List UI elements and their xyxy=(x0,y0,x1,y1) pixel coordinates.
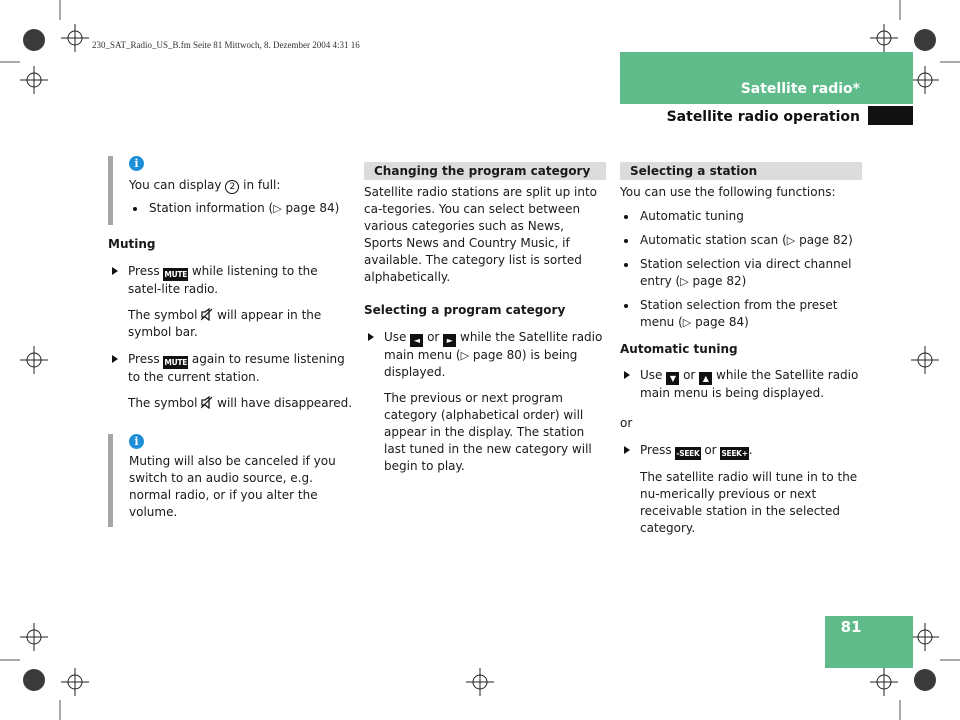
step-arrow-icon xyxy=(368,333,374,341)
page-ref-icon: ▷ xyxy=(682,316,692,329)
section-intro: Satellite radio stations are split up into ca-tegories. You can select between various categories such as News, Sports News and Country Music, if available. The category list is sorted alphabetically. xyxy=(364,185,598,284)
page-ref-icon: ▷ xyxy=(460,349,470,362)
bullet-icon xyxy=(624,239,628,243)
section-heading-station: Selecting a station xyxy=(620,162,862,180)
circle-number-icon: 2 xyxy=(225,180,239,194)
bullet-icon xyxy=(133,207,137,211)
bullet-text: page 82) xyxy=(799,233,853,247)
right-key-icon: ► xyxy=(443,334,456,347)
note-text: in full: xyxy=(243,178,281,192)
info-icon: i xyxy=(129,434,144,449)
list-item xyxy=(620,208,862,225)
step-result: The previous or next program category (alphabetical order) will appear in the display. The station last tuned in the new category will begin to play. xyxy=(384,391,592,473)
note-text: Muting will also be canceled if you switch to an audio source, e.g. normal radio, or if you alter the volume. xyxy=(129,454,336,519)
bullet-text: Station selection via direct channel entry ( xyxy=(640,257,852,288)
list-item xyxy=(620,297,862,331)
step-text: while the Satellite radio main menu is being displayed. xyxy=(640,368,859,400)
note-text: You can display xyxy=(129,178,222,192)
page-ref-icon: ▷ xyxy=(680,275,689,288)
info-note-display xyxy=(108,156,353,225)
mute-key-icon: MUTE xyxy=(164,270,188,279)
column-middle xyxy=(364,162,606,475)
step-text: Press xyxy=(128,352,160,366)
page-ref-icon: ▷ xyxy=(786,234,796,247)
or-separator: or xyxy=(620,416,633,430)
bullet-icon xyxy=(624,304,628,308)
step-arrow-icon xyxy=(624,371,630,379)
list-item xyxy=(620,232,862,249)
bullet-text: Station selection from the preset menu ( xyxy=(640,298,838,329)
column-left xyxy=(108,156,353,527)
bullet-icon xyxy=(624,263,628,267)
bullet-text: Station information ( xyxy=(149,201,274,215)
header-section-title: Satellite radio* xyxy=(740,81,860,97)
step-text: or xyxy=(704,443,717,457)
page-number: 81 xyxy=(840,618,862,636)
info-note-muting xyxy=(108,434,353,527)
result-text: will have disappeared. xyxy=(217,396,353,410)
step-arrow-icon xyxy=(112,267,118,275)
muting-title: Muting xyxy=(108,237,156,251)
step-arrow-icon xyxy=(112,355,118,363)
info-icon: i xyxy=(129,156,144,171)
result-text: The symbol xyxy=(128,396,198,410)
step-text: Press xyxy=(128,264,160,278)
list-item xyxy=(129,200,353,217)
instruction-step xyxy=(620,442,862,460)
seek-plus-key-icon: SEEK+ xyxy=(721,449,748,458)
step-result xyxy=(108,395,353,412)
step-text: Use xyxy=(384,330,407,344)
step-text: while the Satellite radio main menu ( xyxy=(384,330,603,362)
step-text: . xyxy=(748,443,753,457)
step-result xyxy=(108,307,353,341)
instruction-step xyxy=(108,351,353,386)
instruction-step xyxy=(364,329,606,381)
section-intro: You can use the following functions: xyxy=(620,185,836,199)
left-key-icon: ◄ xyxy=(410,334,423,347)
bullet-text: page 82) xyxy=(692,274,747,288)
step-text: or xyxy=(427,330,440,344)
mute-symbol-icon xyxy=(201,308,213,321)
column-right xyxy=(620,162,862,537)
bullet-text: page 84) xyxy=(285,201,340,215)
bullet-text: Automatic station scan ( xyxy=(640,233,787,247)
instruction-step xyxy=(108,263,353,298)
up-key-icon: ▲ xyxy=(699,372,712,385)
subsection-title: Selecting a program category xyxy=(364,303,566,317)
step-text: Press xyxy=(640,443,672,457)
step-arrow-icon xyxy=(624,446,630,454)
mute-key-icon: MUTE xyxy=(164,358,188,367)
file-info: 230_SAT_Radio_US_B.fm Seite 81 Mittwoch, 8. Dezember 2004 4:31 16 xyxy=(92,40,360,50)
seek-minus-key-icon: -SEEK xyxy=(676,449,700,458)
step-text: while listening to the satel-lite radio. xyxy=(128,264,318,296)
instruction-step xyxy=(620,367,862,402)
step-text: Use xyxy=(640,368,663,382)
down-key-icon: ▼ xyxy=(666,372,679,385)
result-text: will appear in the symbol bar. xyxy=(128,308,322,339)
step-text: again to resume listening to the current station. xyxy=(128,352,345,384)
page-ref-icon: ▷ xyxy=(273,202,282,215)
step-result: The satellite radio will tune in to the nu-merically previous or next receivable station in the selected category. xyxy=(640,470,858,535)
header-marker xyxy=(868,106,913,125)
bullet-text: Automatic tuning xyxy=(640,209,744,223)
bullet-icon xyxy=(624,215,628,219)
list-item xyxy=(620,256,862,290)
subsection-title: Automatic tuning xyxy=(620,342,738,356)
step-text: page 80) is being displayed. xyxy=(384,348,578,379)
header-subsection-title: Satellite radio operation xyxy=(666,109,860,125)
mute-symbol-icon xyxy=(201,396,213,409)
bullet-text: page 84) xyxy=(695,315,749,329)
section-heading-category: Changing the program category xyxy=(364,162,606,180)
result-text: The symbol xyxy=(128,308,198,322)
step-text: or xyxy=(683,368,696,382)
